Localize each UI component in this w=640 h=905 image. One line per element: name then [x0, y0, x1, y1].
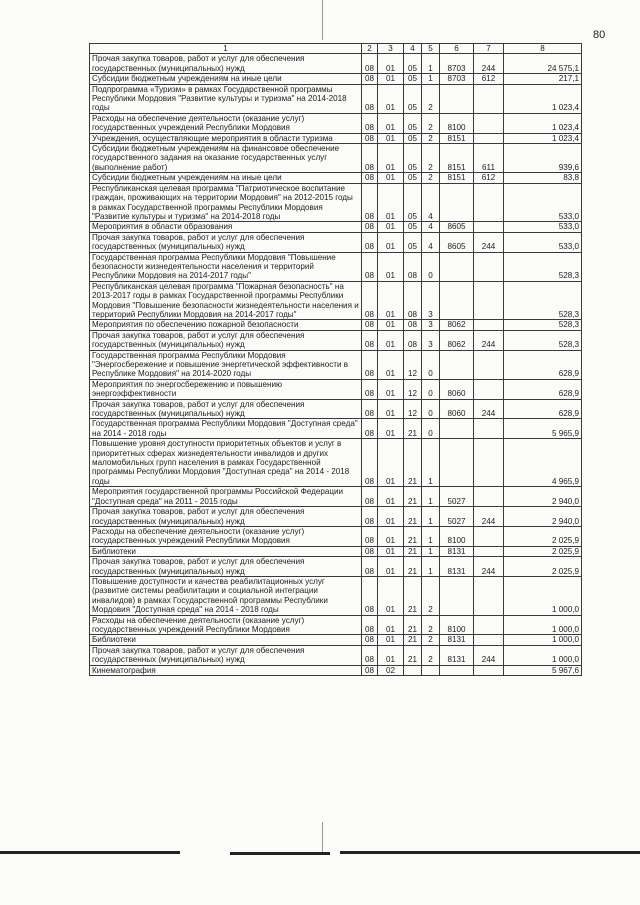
column-header-7: 7 — [474, 44, 504, 54]
row-code-target — [440, 350, 474, 379]
row-name: Библиотеки — [90, 635, 362, 645]
row-code-subsection: 01 — [378, 74, 404, 84]
row-amount: 528,3 — [504, 252, 582, 281]
table-row — [90, 133, 582, 143]
table-row — [90, 546, 582, 556]
row-code-program: 05 — [404, 232, 422, 252]
row-code-expense-type — [474, 419, 504, 439]
row-code-subprogram: 1 — [422, 439, 440, 487]
table-row — [90, 645, 582, 665]
row-code-subsection: 01 — [378, 113, 404, 133]
row-name: Расходы на обеспечение деятельности (оказание услуг) государственных учреждений Республики Мордовия — [90, 615, 362, 635]
row-code-program: 08 — [404, 330, 422, 350]
table-row — [90, 526, 582, 546]
row-name: Субсидии бюджетным учреждениям на иные цели — [90, 173, 362, 183]
table-row — [90, 615, 582, 635]
row-code-subprogram: 0 — [422, 399, 440, 419]
row-code-expense-type — [474, 665, 504, 675]
row-code-subsection: 01 — [378, 183, 404, 222]
row-amount: 528,3 — [504, 320, 582, 330]
table-row — [90, 419, 582, 439]
row-code-subsection: 01 — [378, 487, 404, 507]
row-code-subsection: 01 — [378, 645, 404, 665]
row-code-subsection: 01 — [378, 320, 404, 330]
row-code-subprogram: 0 — [422, 350, 440, 379]
row-code-section: 08 — [362, 439, 378, 487]
column-header-6: 6 — [440, 44, 474, 54]
row-code-subsection: 01 — [378, 557, 404, 577]
row-code-subsection: 01 — [378, 232, 404, 252]
row-code-subprogram: 3 — [422, 281, 440, 320]
row-code-section: 08 — [362, 399, 378, 419]
column-header-4: 4 — [404, 44, 422, 54]
table-row — [90, 576, 582, 615]
row-code-section: 08 — [362, 665, 378, 675]
row-code-section: 08 — [362, 144, 378, 173]
column-header-3: 3 — [378, 44, 404, 54]
table-row — [90, 635, 582, 645]
row-code-expense-type: 244 — [474, 645, 504, 665]
row-name: Субсидии бюджетным учреждениям на иные цели — [90, 74, 362, 84]
row-code-subprogram: 1 — [422, 557, 440, 577]
table-row — [90, 84, 582, 113]
row-amount: 2 025,9 — [504, 557, 582, 577]
table-row — [90, 74, 582, 84]
row-code-section: 08 — [362, 546, 378, 556]
row-amount: 1 000,0 — [504, 615, 582, 635]
row-code-expense-type: 612 — [474, 74, 504, 84]
row-amount: 1 000,0 — [504, 645, 582, 665]
row-code-subsection: 01 — [378, 330, 404, 350]
row-amount: 2 940,0 — [504, 487, 582, 507]
row-code-target — [440, 576, 474, 615]
row-code-subprogram: 1 — [422, 487, 440, 507]
column-header-2: 2 — [362, 44, 378, 54]
row-amount: 24 575,1 — [504, 54, 582, 74]
row-code-program: 12 — [404, 379, 422, 399]
row-code-expense-type — [474, 350, 504, 379]
row-code-section: 08 — [362, 74, 378, 84]
row-code-subsection: 01 — [378, 144, 404, 173]
row-code-expense-type — [474, 439, 504, 487]
table-row — [90, 399, 582, 419]
row-code-target — [440, 281, 474, 320]
row-code-subprogram: 3 — [422, 330, 440, 350]
row-name: Республиканская целевая программа "Патриотическое воспитание граждан, проживающих на территории Мордовия" на 2012-2015 годы в рамках Государственной программы Республики Мордовия "Развитие культуры и туризма" на 2014-2018 годы — [90, 183, 362, 222]
row-code-subsection: 02 — [378, 665, 404, 675]
row-amount: 628,9 — [504, 399, 582, 419]
row-code-target: 8100 — [440, 615, 474, 635]
row-code-section: 08 — [362, 252, 378, 281]
row-amount: 2 940,0 — [504, 507, 582, 527]
row-code-section: 08 — [362, 84, 378, 113]
budget-table — [89, 43, 582, 676]
row-code-subsection: 01 — [378, 546, 404, 556]
row-code-target — [440, 84, 474, 113]
row-code-expense-type — [474, 487, 504, 507]
table-row — [90, 232, 582, 252]
row-code-section: 08 — [362, 113, 378, 133]
table-body — [90, 54, 582, 676]
row-code-expense-type — [474, 183, 504, 222]
row-code-expense-type — [474, 84, 504, 113]
table-row — [90, 379, 582, 399]
row-code-target — [440, 665, 474, 675]
table-row — [90, 113, 582, 133]
row-code-expense-type — [474, 113, 504, 133]
row-code-program: 05 — [404, 133, 422, 143]
row-code-subsection: 01 — [378, 507, 404, 527]
row-code-program: 05 — [404, 113, 422, 133]
table-row — [90, 439, 582, 487]
row-code-target: 8703 — [440, 74, 474, 84]
row-amount: 2 025,9 — [504, 526, 582, 546]
row-code-target: 8100 — [440, 113, 474, 133]
row-code-program — [404, 665, 422, 675]
row-code-subprogram: 1 — [422, 507, 440, 527]
row-amount: 83,8 — [504, 173, 582, 183]
table-row — [90, 330, 582, 350]
row-code-subprogram: 0 — [422, 379, 440, 399]
table-row — [90, 320, 582, 330]
row-code-subsection: 01 — [378, 281, 404, 320]
row-amount: 528,3 — [504, 330, 582, 350]
row-code-subprogram: 0 — [422, 252, 440, 281]
row-name: Прочая закупка товаров, работ и услуг для обеспечения государственных (муниципальных) нужд — [90, 645, 362, 665]
row-code-section: 08 — [362, 222, 378, 232]
row-name: Учреждения, осуществляющие мероприятия в области туризма — [90, 133, 362, 143]
row-amount: 533,0 — [504, 183, 582, 222]
row-code-program: 21 — [404, 526, 422, 546]
row-name: Расходы на обеспечение деятельности (оказание услуг) государственных учреждений Республики Мордовия — [90, 526, 362, 546]
row-code-target: 8151 — [440, 133, 474, 143]
row-code-subsection: 01 — [378, 54, 404, 74]
row-code-expense-type — [474, 320, 504, 330]
row-code-program: 05 — [404, 54, 422, 74]
row-code-expense-type — [474, 379, 504, 399]
row-code-section: 08 — [362, 507, 378, 527]
row-code-expense-type — [474, 222, 504, 232]
row-code-section: 08 — [362, 183, 378, 222]
row-code-program: 21 — [404, 645, 422, 665]
row-code-subsection: 01 — [378, 252, 404, 281]
row-code-subsection: 01 — [378, 419, 404, 439]
row-code-target: 8131 — [440, 635, 474, 645]
row-amount: 533,0 — [504, 232, 582, 252]
row-code-subprogram: 3 — [422, 320, 440, 330]
row-code-program: 21 — [404, 557, 422, 577]
row-name: Прочая закупка товаров, работ и услуг для обеспечения государственных (муниципальных) нужд — [90, 232, 362, 252]
header-row — [90, 44, 582, 54]
table-row — [90, 557, 582, 577]
row-code-target: 8151 — [440, 173, 474, 183]
row-code-subprogram: 2 — [422, 133, 440, 143]
row-code-program: 21 — [404, 507, 422, 527]
table-row — [90, 350, 582, 379]
row-code-target: 8151 — [440, 144, 474, 173]
row-name: Государственная программа Республики Мордовия "Доступная среда" на 2014 - 2018 годы — [90, 419, 362, 439]
row-code-subsection: 01 — [378, 379, 404, 399]
row-code-subprogram: 1 — [422, 546, 440, 556]
row-code-expense-type — [474, 615, 504, 635]
row-code-target: 8703 — [440, 54, 474, 74]
table-row — [90, 487, 582, 507]
row-name: Прочая закупка товаров, работ и услуг для обеспечения государственных (муниципальных) нужд — [90, 54, 362, 74]
row-code-section: 08 — [362, 645, 378, 665]
row-code-subsection: 01 — [378, 615, 404, 635]
row-code-subprogram: 2 — [422, 144, 440, 173]
row-code-section: 08 — [362, 320, 378, 330]
row-code-subprogram — [422, 665, 440, 675]
row-code-expense-type — [474, 133, 504, 143]
row-amount: 217,1 — [504, 74, 582, 84]
row-code-target: 8605 — [440, 222, 474, 232]
column-header-1: 1 — [90, 44, 362, 54]
row-name: Государственная программа Республики Мордовия "Энергосбережение и повышение энергетической эффективности в Республике Мордовия" на 2014-2020 годы — [90, 350, 362, 379]
row-code-subsection: 01 — [378, 173, 404, 183]
row-code-target: 8131 — [440, 546, 474, 556]
row-code-section: 08 — [362, 281, 378, 320]
row-code-program: 21 — [404, 615, 422, 635]
row-code-subprogram: 1 — [422, 54, 440, 74]
row-code-section: 08 — [362, 330, 378, 350]
row-code-program: 21 — [404, 546, 422, 556]
row-code-program: 21 — [404, 419, 422, 439]
row-code-subprogram: 4 — [422, 222, 440, 232]
row-code-target: 8131 — [440, 557, 474, 577]
row-code-expense-type — [474, 526, 504, 546]
row-code-section: 08 — [362, 54, 378, 74]
row-code-section: 08 — [362, 557, 378, 577]
table-row — [90, 144, 582, 173]
row-code-program: 21 — [404, 487, 422, 507]
table-row — [90, 54, 582, 74]
row-code-section: 08 — [362, 526, 378, 546]
row-amount: 2 025,9 — [504, 546, 582, 556]
row-code-program: 08 — [404, 281, 422, 320]
row-code-section: 08 — [362, 615, 378, 635]
row-code-subsection: 01 — [378, 399, 404, 419]
row-code-target — [440, 252, 474, 281]
row-code-expense-type: 244 — [474, 557, 504, 577]
row-amount: 1 000,0 — [504, 576, 582, 615]
row-code-subsection: 01 — [378, 222, 404, 232]
row-code-target: 8062 — [440, 320, 474, 330]
row-code-expense-type — [474, 252, 504, 281]
row-code-program: 08 — [404, 320, 422, 330]
row-code-expense-type: 611 — [474, 144, 504, 173]
row-code-subsection: 01 — [378, 576, 404, 615]
row-code-expense-type: 244 — [474, 330, 504, 350]
row-code-program: 05 — [404, 183, 422, 222]
row-code-target — [440, 419, 474, 439]
row-code-section: 08 — [362, 419, 378, 439]
row-code-subprogram: 4 — [422, 232, 440, 252]
row-amount: 628,9 — [504, 350, 582, 379]
row-code-program: 05 — [404, 74, 422, 84]
row-name: Государственная программа Республики Мордовия "Повышение безопасности жизнедеятельности населения и территорий Республики Мордовия на 2014-2017 годы" — [90, 252, 362, 281]
row-code-target: 8060 — [440, 379, 474, 399]
row-code-target: 8060 — [440, 399, 474, 419]
row-code-target: 5027 — [440, 507, 474, 527]
page-number: 80 — [593, 29, 606, 41]
scan-edge-shadow — [0, 848, 640, 856]
row-name: Повышение уровня доступности приоритетных объектов и услуг в приоритетных сферах жизнедеятельности инвалидов и других маломобильных групп населения в рамках Государственной программы Республики Мордовия "Доступная среда" на 2014 - 2018 годы — [90, 439, 362, 487]
row-code-subprogram: 2 — [422, 635, 440, 645]
table-row — [90, 173, 582, 183]
column-header-8: 8 — [504, 44, 582, 54]
row-code-subprogram: 1 — [422, 74, 440, 84]
row-name: Мероприятия в области образования — [90, 222, 362, 232]
row-code-program: 05 — [404, 222, 422, 232]
row-code-section: 08 — [362, 487, 378, 507]
row-code-expense-type — [474, 576, 504, 615]
row-code-subprogram: 2 — [422, 84, 440, 113]
row-name: Кинематография — [90, 665, 362, 675]
row-code-program: 21 — [404, 576, 422, 615]
table-row — [90, 222, 582, 232]
row-code-section: 08 — [362, 635, 378, 645]
row-name: Библиотеки — [90, 546, 362, 556]
row-amount: 628,9 — [504, 379, 582, 399]
row-code-subsection: 01 — [378, 635, 404, 645]
row-code-program: 05 — [404, 173, 422, 183]
row-name: Прочая закупка товаров, работ и услуг для обеспечения государственных (муниципальных) нужд — [90, 507, 362, 527]
table-row — [90, 281, 582, 320]
row-code-expense-type: 244 — [474, 507, 504, 527]
row-code-section: 08 — [362, 232, 378, 252]
row-code-expense-type — [474, 546, 504, 556]
row-code-subprogram: 4 — [422, 183, 440, 222]
row-amount: 1 023,4 — [504, 113, 582, 133]
row-code-target: 8100 — [440, 526, 474, 546]
row-code-program: 05 — [404, 84, 422, 113]
row-amount: 533,0 — [504, 222, 582, 232]
row-code-subsection: 01 — [378, 350, 404, 379]
row-code-program: 05 — [404, 144, 422, 173]
row-amount: 939,6 — [504, 144, 582, 173]
binding-fold-line — [322, 0, 323, 40]
row-code-subprogram: 0 — [422, 419, 440, 439]
row-code-program: 12 — [404, 350, 422, 379]
row-code-subsection: 01 — [378, 84, 404, 113]
row-amount: 528,3 — [504, 281, 582, 320]
row-name: Повышение доступности и качества реабилитационных услуг (развитие системы реабилитации и социальной интеграции инвалидов) в рамках Государственной программы Республики Мордовия "Доступная среда" на 2014 - 2018 годы — [90, 576, 362, 615]
row-name: Расходы на обеспечение деятельности (оказание услуг) государственных учреждений Республики Мордовия — [90, 113, 362, 133]
row-code-section: 08 — [362, 576, 378, 615]
row-amount: 5 965,9 — [504, 419, 582, 439]
row-code-target — [440, 183, 474, 222]
row-code-subprogram: 2 — [422, 173, 440, 183]
row-amount: 5 967,6 — [504, 665, 582, 675]
row-code-expense-type: 244 — [474, 54, 504, 74]
row-code-expense-type — [474, 281, 504, 320]
table-row — [90, 183, 582, 222]
table-row — [90, 252, 582, 281]
row-code-expense-type — [474, 635, 504, 645]
row-name: Прочая закупка товаров, работ и услуг для обеспечения государственных (муниципальных) нужд — [90, 557, 362, 577]
row-code-target: 8605 — [440, 232, 474, 252]
row-code-subprogram: 2 — [422, 576, 440, 615]
row-name: Прочая закупка товаров, работ и услуг для обеспечения государственных (муниципальных) нужд — [90, 330, 362, 350]
row-code-subprogram: 2 — [422, 113, 440, 133]
row-code-subprogram: 1 — [422, 526, 440, 546]
table-row — [90, 665, 582, 675]
row-code-program: 21 — [404, 439, 422, 487]
row-amount: 1 023,4 — [504, 133, 582, 143]
row-code-section: 08 — [362, 379, 378, 399]
row-code-subprogram: 2 — [422, 645, 440, 665]
row-code-subsection: 01 — [378, 526, 404, 546]
table-row — [90, 507, 582, 527]
row-code-subsection: 01 — [378, 133, 404, 143]
row-code-expense-type: 244 — [474, 232, 504, 252]
row-code-program: 12 — [404, 399, 422, 419]
row-code-program: 21 — [404, 635, 422, 645]
row-name: Прочая закупка товаров, работ и услуг для обеспечения государственных (муниципальных) нужд — [90, 399, 362, 419]
row-name: Субсидии бюджетным учреждениям на финансовое обеспечение государственного задания на оказание государственных услуг (выполнение работ) — [90, 144, 362, 173]
row-name: Республиканская целевая программа "Пожарная безопасность" на 2013-2017 годы в рамках Государственной программы Республики Мордовия "Повышение безопасности жизнедеятельности населения и территорий Республики Мордовия на 2014-2017 годы" — [90, 281, 362, 320]
row-amount: 1 023,4 — [504, 84, 582, 113]
row-code-target: 5027 — [440, 487, 474, 507]
row-code-subprogram: 2 — [422, 615, 440, 635]
row-name: Мероприятия по энергосбережению и повышению энергоэффективности — [90, 379, 362, 399]
row-amount: 4 965,9 — [504, 439, 582, 487]
row-code-subsection: 01 — [378, 439, 404, 487]
row-code-section: 08 — [362, 350, 378, 379]
column-header-5: 5 — [422, 44, 440, 54]
row-code-expense-type: 244 — [474, 399, 504, 419]
row-code-target — [440, 439, 474, 487]
row-name: Подпрограмма «Туризм» в рамках Государственной программы Республики Мордовия "Развитие культуры и туризма" на 2014-2018 годы — [90, 84, 362, 113]
row-code-program: 08 — [404, 252, 422, 281]
row-amount: 1 000,0 — [504, 635, 582, 645]
row-code-target: 8131 — [440, 645, 474, 665]
row-name: Мероприятия государственной программы Российской Федерации "Доступная среда" на 2011 - 2015 годы — [90, 487, 362, 507]
row-code-section: 08 — [362, 133, 378, 143]
row-code-target: 8062 — [440, 330, 474, 350]
row-code-expense-type: 612 — [474, 173, 504, 183]
row-code-section: 08 — [362, 173, 378, 183]
row-name: Мероприятия по обеспечению пожарной безопасности — [90, 320, 362, 330]
